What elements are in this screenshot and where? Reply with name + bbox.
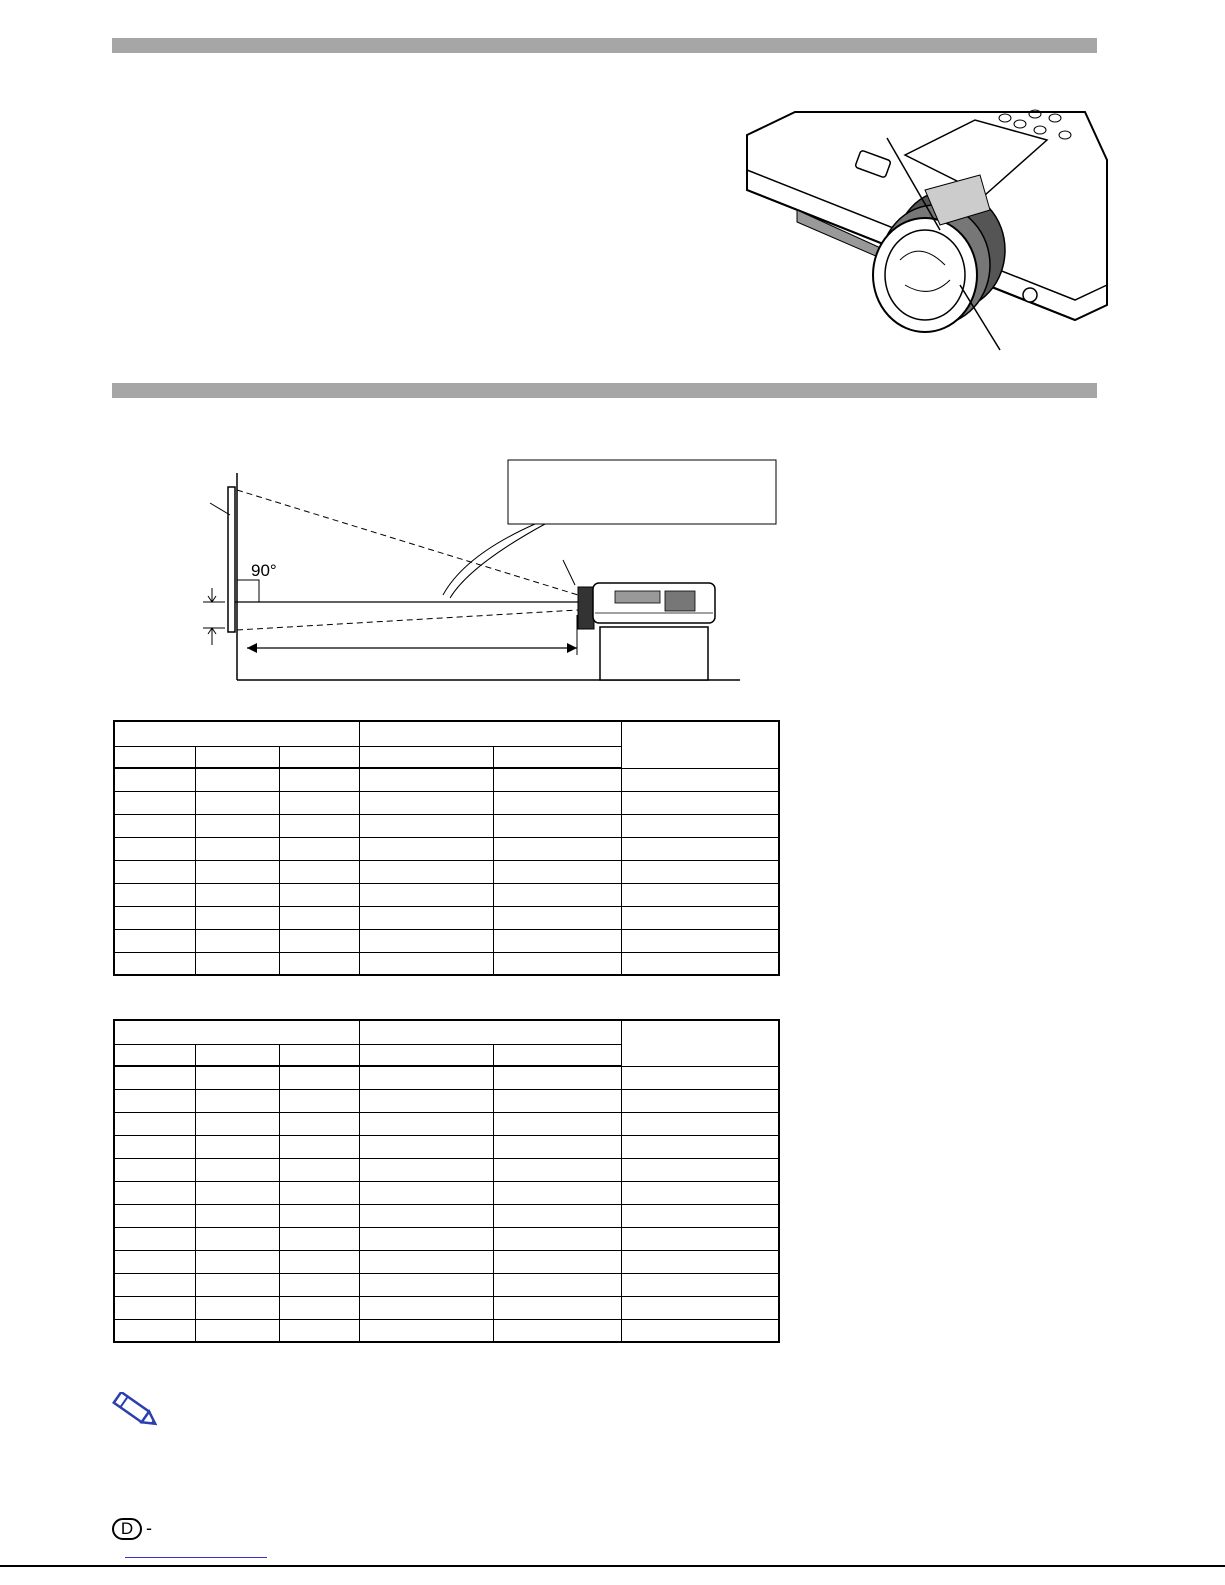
section-header-bar-top [112, 38, 1097, 53]
page-number-separator: - [146, 1518, 152, 1538]
section-header-bar-middle [112, 383, 1097, 398]
pencil-icon [108, 1392, 163, 1427]
projection-distance-diagram [195, 455, 785, 690]
right-angle-label: 90° [251, 561, 277, 580]
projector-lens-illustration [735, 100, 1110, 355]
page-bottom-rule [0, 1565, 1225, 1567]
projection-table-2 [113, 1019, 780, 1343]
link-underline[interactable] [125, 1557, 267, 1558]
projection-table-1 [113, 720, 780, 976]
page-label-badge: D [112, 1518, 142, 1540]
